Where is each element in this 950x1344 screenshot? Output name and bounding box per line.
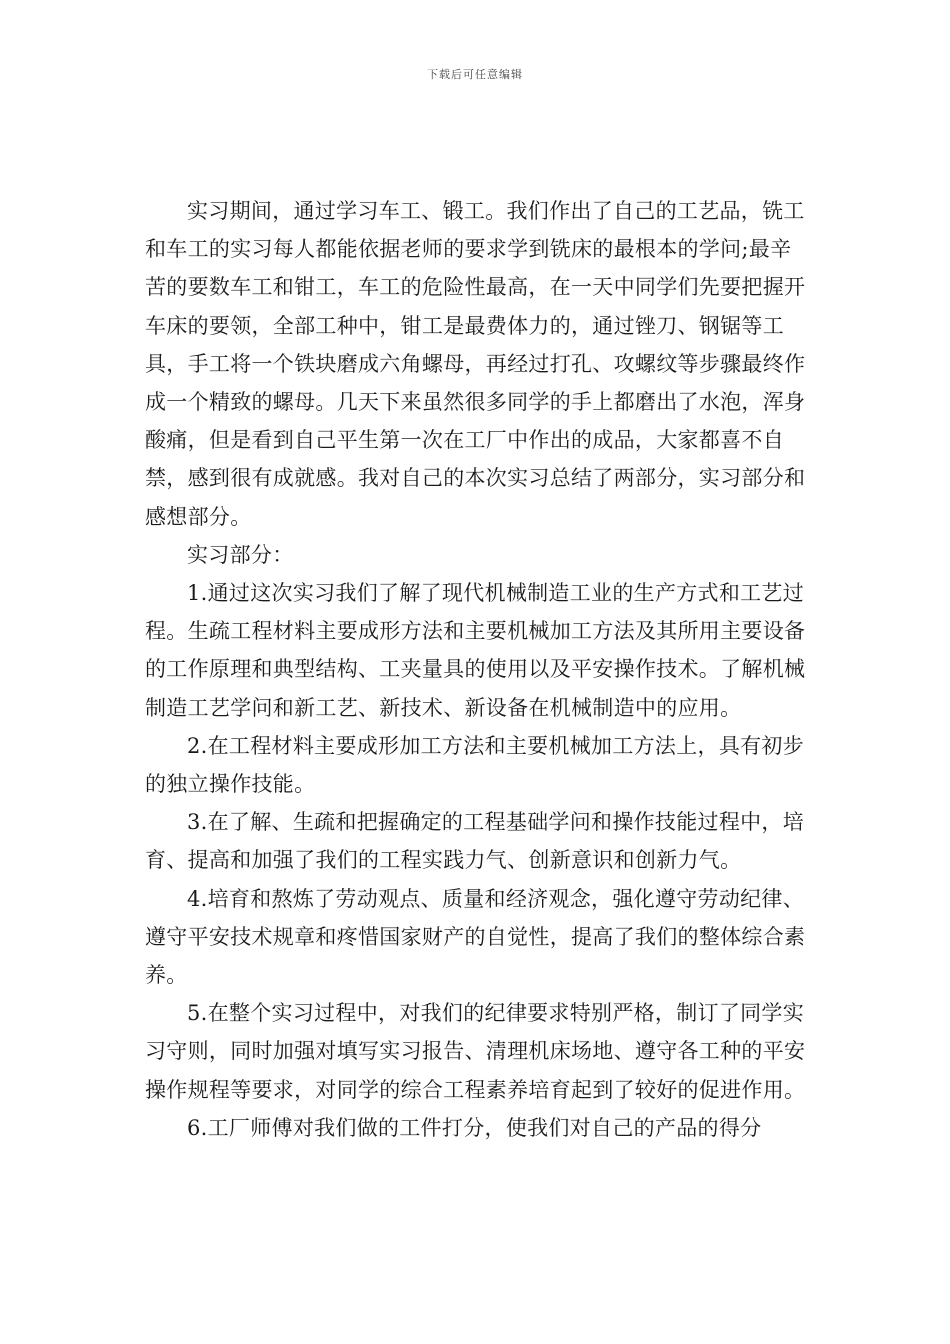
paragraph-intro: 实习期间，通过学习车工、锻工。我们作出了自己的工艺品，铣工和车工的实习每人都能依据老师的要求学到铣床的最根本的学问;最辛苦的要数车工和钳工，车工的危险性最高，在一天中同学们先要把握开车床的要领，全部工种中，钳工是最费体力的，通过锉刀、钢锯等工具，手工将一个铁块磨成六角螺母，再经过打孔、攻螺纹等步骤最终作成一个精致的螺母。几天下来虽然很多同学的手上都磨出了水泡，浑身酸痛，但是看到自己平生第一次在工厂中作出的成品，大家都喜不自禁，感到很有成就感。我对自己的本次实习总结了两部分，实习部分和感想部分。 <box>145 199 806 529</box>
paragraph-item-2: 2.在工程材料主要成形加工方法和主要机械加工方法上，具有初步的独立操作技能。 <box>145 733 805 797</box>
paragraph-item-4: 4.培育和熬炼了劳动观点、质量和经济观念，强化遵守劳动纪律、遵守平安技术规章和疼惜国家财产的自觉性，提高了我们的整体综合素养。 <box>145 886 806 988</box>
document-body <box>145 192 810 1147</box>
paragraph-item-1: 1.通过这次实习我们了解了现代机械制造工业的生产方式和工艺过程。生疏工程材料主要成形方法和主要机械加工方法及其所用主要设备的工作原理和典型结构、工夹量具的使用以及平安操作技术。了解机械制造工艺学问和新工艺、新技术、新设备在机械制造中的应用。 <box>145 581 806 720</box>
header-note: 下载后可任意编辑 <box>427 68 523 81</box>
paragraph-item-5: 5.在整个实习过程中，对我们的纪律要求特别严格，制订了同学实习守则，同时加强对填写实习报告、清理机床场地、遵守各工种的平安操作规程等要求，对同学的综合工程素养培育起到了较好的促进作用。 <box>145 1001 806 1102</box>
paragraph-item-6: 6.工厂师傅对我们做的工件打分，使我们对自己的产品的得分 <box>187 1115 762 1140</box>
paragraph-item-3: 3.在了解、生疏和把握确定的工程基础学问和操作技能过程中，培育、提高和加强了我们的工程实践力气、创新意识和创新力气。 <box>145 810 805 873</box>
paragraph-section-heading: 实习部分： <box>187 542 294 567</box>
